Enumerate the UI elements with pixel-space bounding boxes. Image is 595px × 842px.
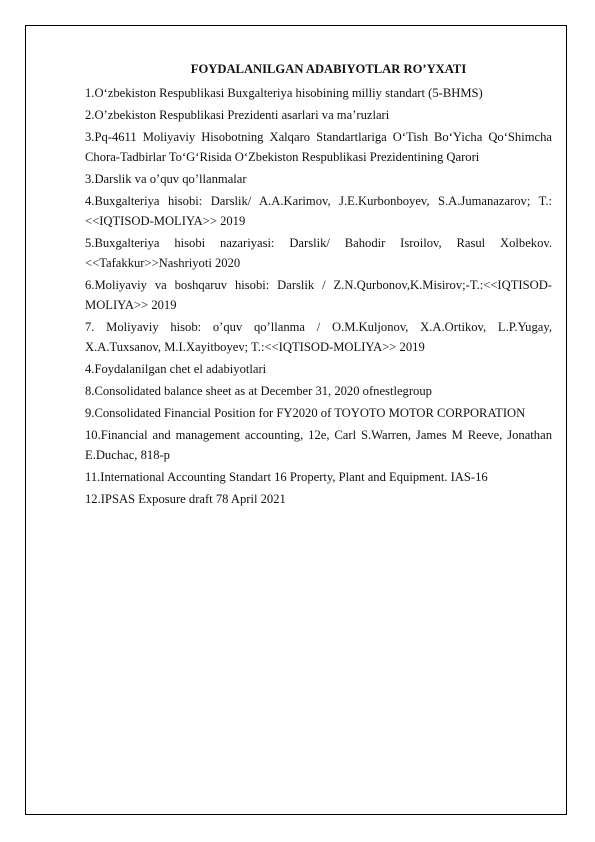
list-item: 1.O‘zbekiston Respublikasi Buxgalteriya hisobining milliy standart (5-BHMS) xyxy=(85,86,483,100)
list-item: 9.Consolidated Financial Position for FY2020 of TOYOTO MOTOR CORPORATION xyxy=(85,406,526,420)
document-body xyxy=(85,59,552,511)
list-item: 7. Moliyaviy hisob: o’quv qo’llanma / O.M.Kuljonov, X.A.Ortikov, L.P.Yugay, X.A.Tuxsanov, M.I.Xayitboyev; T.:<<IQTISOD-MOLIYA>> 2019 xyxy=(85,320,552,354)
list-item: 12.IPSAS Exposure draft 78 April 2021 xyxy=(85,492,286,506)
list-item: 5.Buxgalteriya hisobi nazariyasi: Darslik/ Bahodir Isroilov, Rasul Xolbekov. <<Tafakkur>>Nashriyoti 2020 xyxy=(85,236,552,270)
section-heading: 4.Foydalanilgan chet el adabiyotlari xyxy=(85,362,267,376)
section-heading: 3.Darslik va o’quv qo’llanmalar xyxy=(85,172,247,186)
list-item: 11.International Accounting Standart 16 Property, Plant and Equipment. IAS-16 xyxy=(85,470,488,484)
list-item: 2.O’zbekiston Respublikasi Prezidenti asarlari va ma’ruzlari xyxy=(85,108,390,122)
list-item: 3.Pq-4611 Moliyaviy Hisobotning Xalqaro Standartlariga O‘Tish Bo‘Yicha Qo‘Shimcha Chora-Tadbirlar To‘G‘Risida O‘Zbekiston Respublikasi Prezidentining Qarori xyxy=(85,130,552,164)
list-item: 6.Moliyaviy va boshqaruv hisobi: Darslik / Z.N.Qurbonov,K.Misirov;-T.:<<IQTISOD-MOLIYA>> 2019 xyxy=(85,278,552,312)
list-item: 4.Buxgalteriya hisobi: Darslik/ A.A.Karimov, J.E.Kurbonboyev, S.A.Jumanazarov; T.: <<IQTISOD-MOLIYA>> 2019 xyxy=(85,194,552,228)
list-item: 8.Consolidated balance sheet as at December 31, 2020 ofnestlegroup xyxy=(85,384,432,398)
list-item: 10.Financial and management accounting, 12e, Carl S.Warren, James M Reeve, Jonathan E.Duchac, 818-p xyxy=(85,428,552,462)
page-title: FOYDALANILGAN ADABIYOTLAR RO’YXATI xyxy=(190,62,467,76)
